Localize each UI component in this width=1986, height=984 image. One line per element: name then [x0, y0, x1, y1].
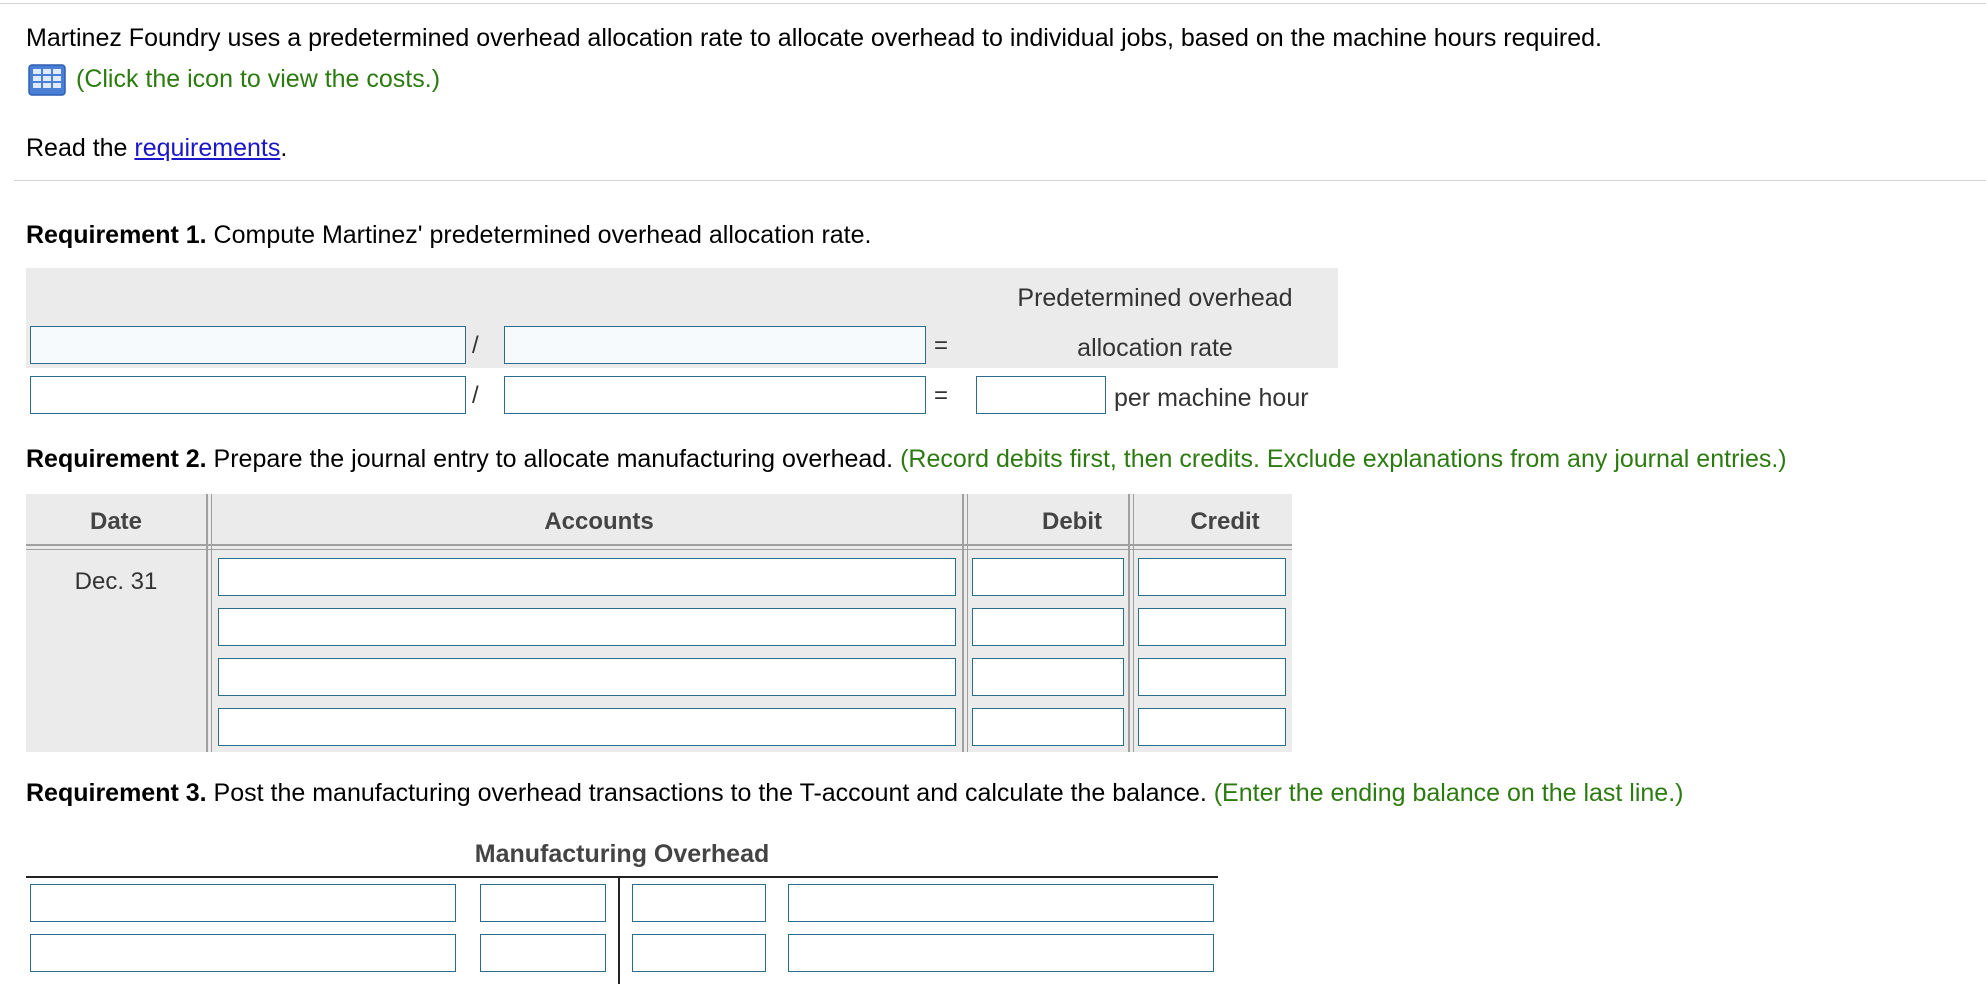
journal-credit-input[interactable]: [1138, 558, 1286, 596]
divide-sign: /: [472, 332, 479, 359]
requirement-3-text: Post the manufacturing overhead transactions to the T-account and calculate the balance.: [206, 779, 1214, 807]
entry-date: Dec. 31: [74, 568, 158, 595]
formula-numerator-value-input[interactable]: [30, 376, 466, 414]
rate-unit-label: per machine hour: [1114, 384, 1309, 412]
requirement-2-label: Requirement 2.: [26, 445, 207, 473]
t-account-credit-label-input[interactable]: [788, 934, 1214, 972]
requirements-link[interactable]: requirements: [134, 134, 281, 162]
t-account-debit-label-input[interactable]: [30, 884, 456, 922]
journal-credit-input[interactable]: [1138, 658, 1286, 696]
equals-sign: =: [934, 332, 949, 359]
formula-denominator-label-input[interactable]: [504, 326, 926, 364]
journal-debit-input[interactable]: [972, 558, 1124, 596]
result-label-line2: allocation rate: [1077, 334, 1233, 362]
requirement-1-text: Compute Martinez' predetermined overhead allocation rate.: [206, 221, 872, 249]
t-account-credit-label-input[interactable]: [788, 884, 1214, 922]
column-rule: [1128, 494, 1130, 752]
divide-sign: /: [472, 382, 479, 409]
view-costs-button[interactable]: [28, 64, 68, 100]
rate-result-input[interactable]: [976, 376, 1106, 414]
column-rule: [967, 494, 968, 752]
journal-account-input[interactable]: [218, 658, 956, 696]
formula-numerator-label-input[interactable]: [30, 326, 466, 364]
result-label-line1: Predetermined overhead: [1017, 284, 1293, 312]
journal-credit-input[interactable]: [1138, 608, 1286, 646]
requirement-1-heading: [26, 221, 871, 250]
t-account-top-rule: [26, 876, 1218, 878]
header-rule: [26, 544, 1292, 546]
equals-sign: =: [934, 382, 949, 409]
read-prefix: Read the: [26, 134, 135, 162]
column-rule: [962, 494, 964, 752]
section-divider: [14, 180, 1986, 181]
requirement-2-heading: [26, 445, 1787, 474]
read-suffix: .: [280, 134, 288, 162]
requirement-3-heading: [26, 779, 1684, 808]
problem-statement: Martinez Foundry uses a predetermined overhead allocation rate to allocate overhead to individual jobs, based on the machine hours required.: [26, 24, 1602, 52]
journal-account-input[interactable]: [218, 708, 956, 746]
t-account: [26, 840, 1218, 984]
journal-entry-table: [26, 494, 1292, 752]
journal-debit-input[interactable]: [972, 708, 1124, 746]
debit-column-header: Debit: [1042, 508, 1102, 535]
data-table-icon: [28, 64, 68, 98]
requirement-3-instruction: (Enter the ending balance on the last line.): [1213, 779, 1684, 807]
accounts-column-header: Accounts: [544, 508, 654, 535]
column-rule: [1133, 494, 1134, 752]
column-rule: [211, 494, 212, 752]
formula-denominator-value-input[interactable]: [504, 376, 926, 414]
journal-credit-input[interactable]: [1138, 708, 1286, 746]
t-account-debit-amount-input[interactable]: [480, 884, 606, 922]
t-account-debit-amount-input[interactable]: [480, 934, 606, 972]
t-account-center-rule: [618, 876, 620, 984]
t-account-debit-label-input[interactable]: [30, 934, 456, 972]
t-account-title: Manufacturing Overhead: [474, 840, 770, 868]
header-rule: [26, 549, 1292, 550]
view-costs-link[interactable]: (Click the icon to view the costs.): [76, 65, 441, 93]
requirement-3-label: Requirement 3.: [26, 779, 207, 807]
credit-column-header: Credit: [1190, 508, 1260, 535]
t-account-credit-amount-input[interactable]: [632, 934, 766, 972]
t-account-credit-amount-input[interactable]: [632, 884, 766, 922]
requirement-2-instruction: (Record debits first, then credits. Exclude explanations from any journal entries.): [900, 445, 1787, 473]
read-requirements-line: [26, 134, 287, 163]
journal-account-input[interactable]: [218, 608, 956, 646]
journal-debit-input[interactable]: [972, 658, 1124, 696]
date-column-header: Date: [89, 508, 143, 535]
requirement-2-text: Prepare the journal entry to allocate manufacturing overhead.: [206, 445, 901, 473]
requirement-1-label: Requirement 1.: [26, 221, 207, 249]
journal-account-input[interactable]: [218, 558, 956, 596]
top-divider: [0, 3, 1986, 4]
journal-debit-input[interactable]: [972, 608, 1124, 646]
column-rule: [206, 494, 208, 752]
